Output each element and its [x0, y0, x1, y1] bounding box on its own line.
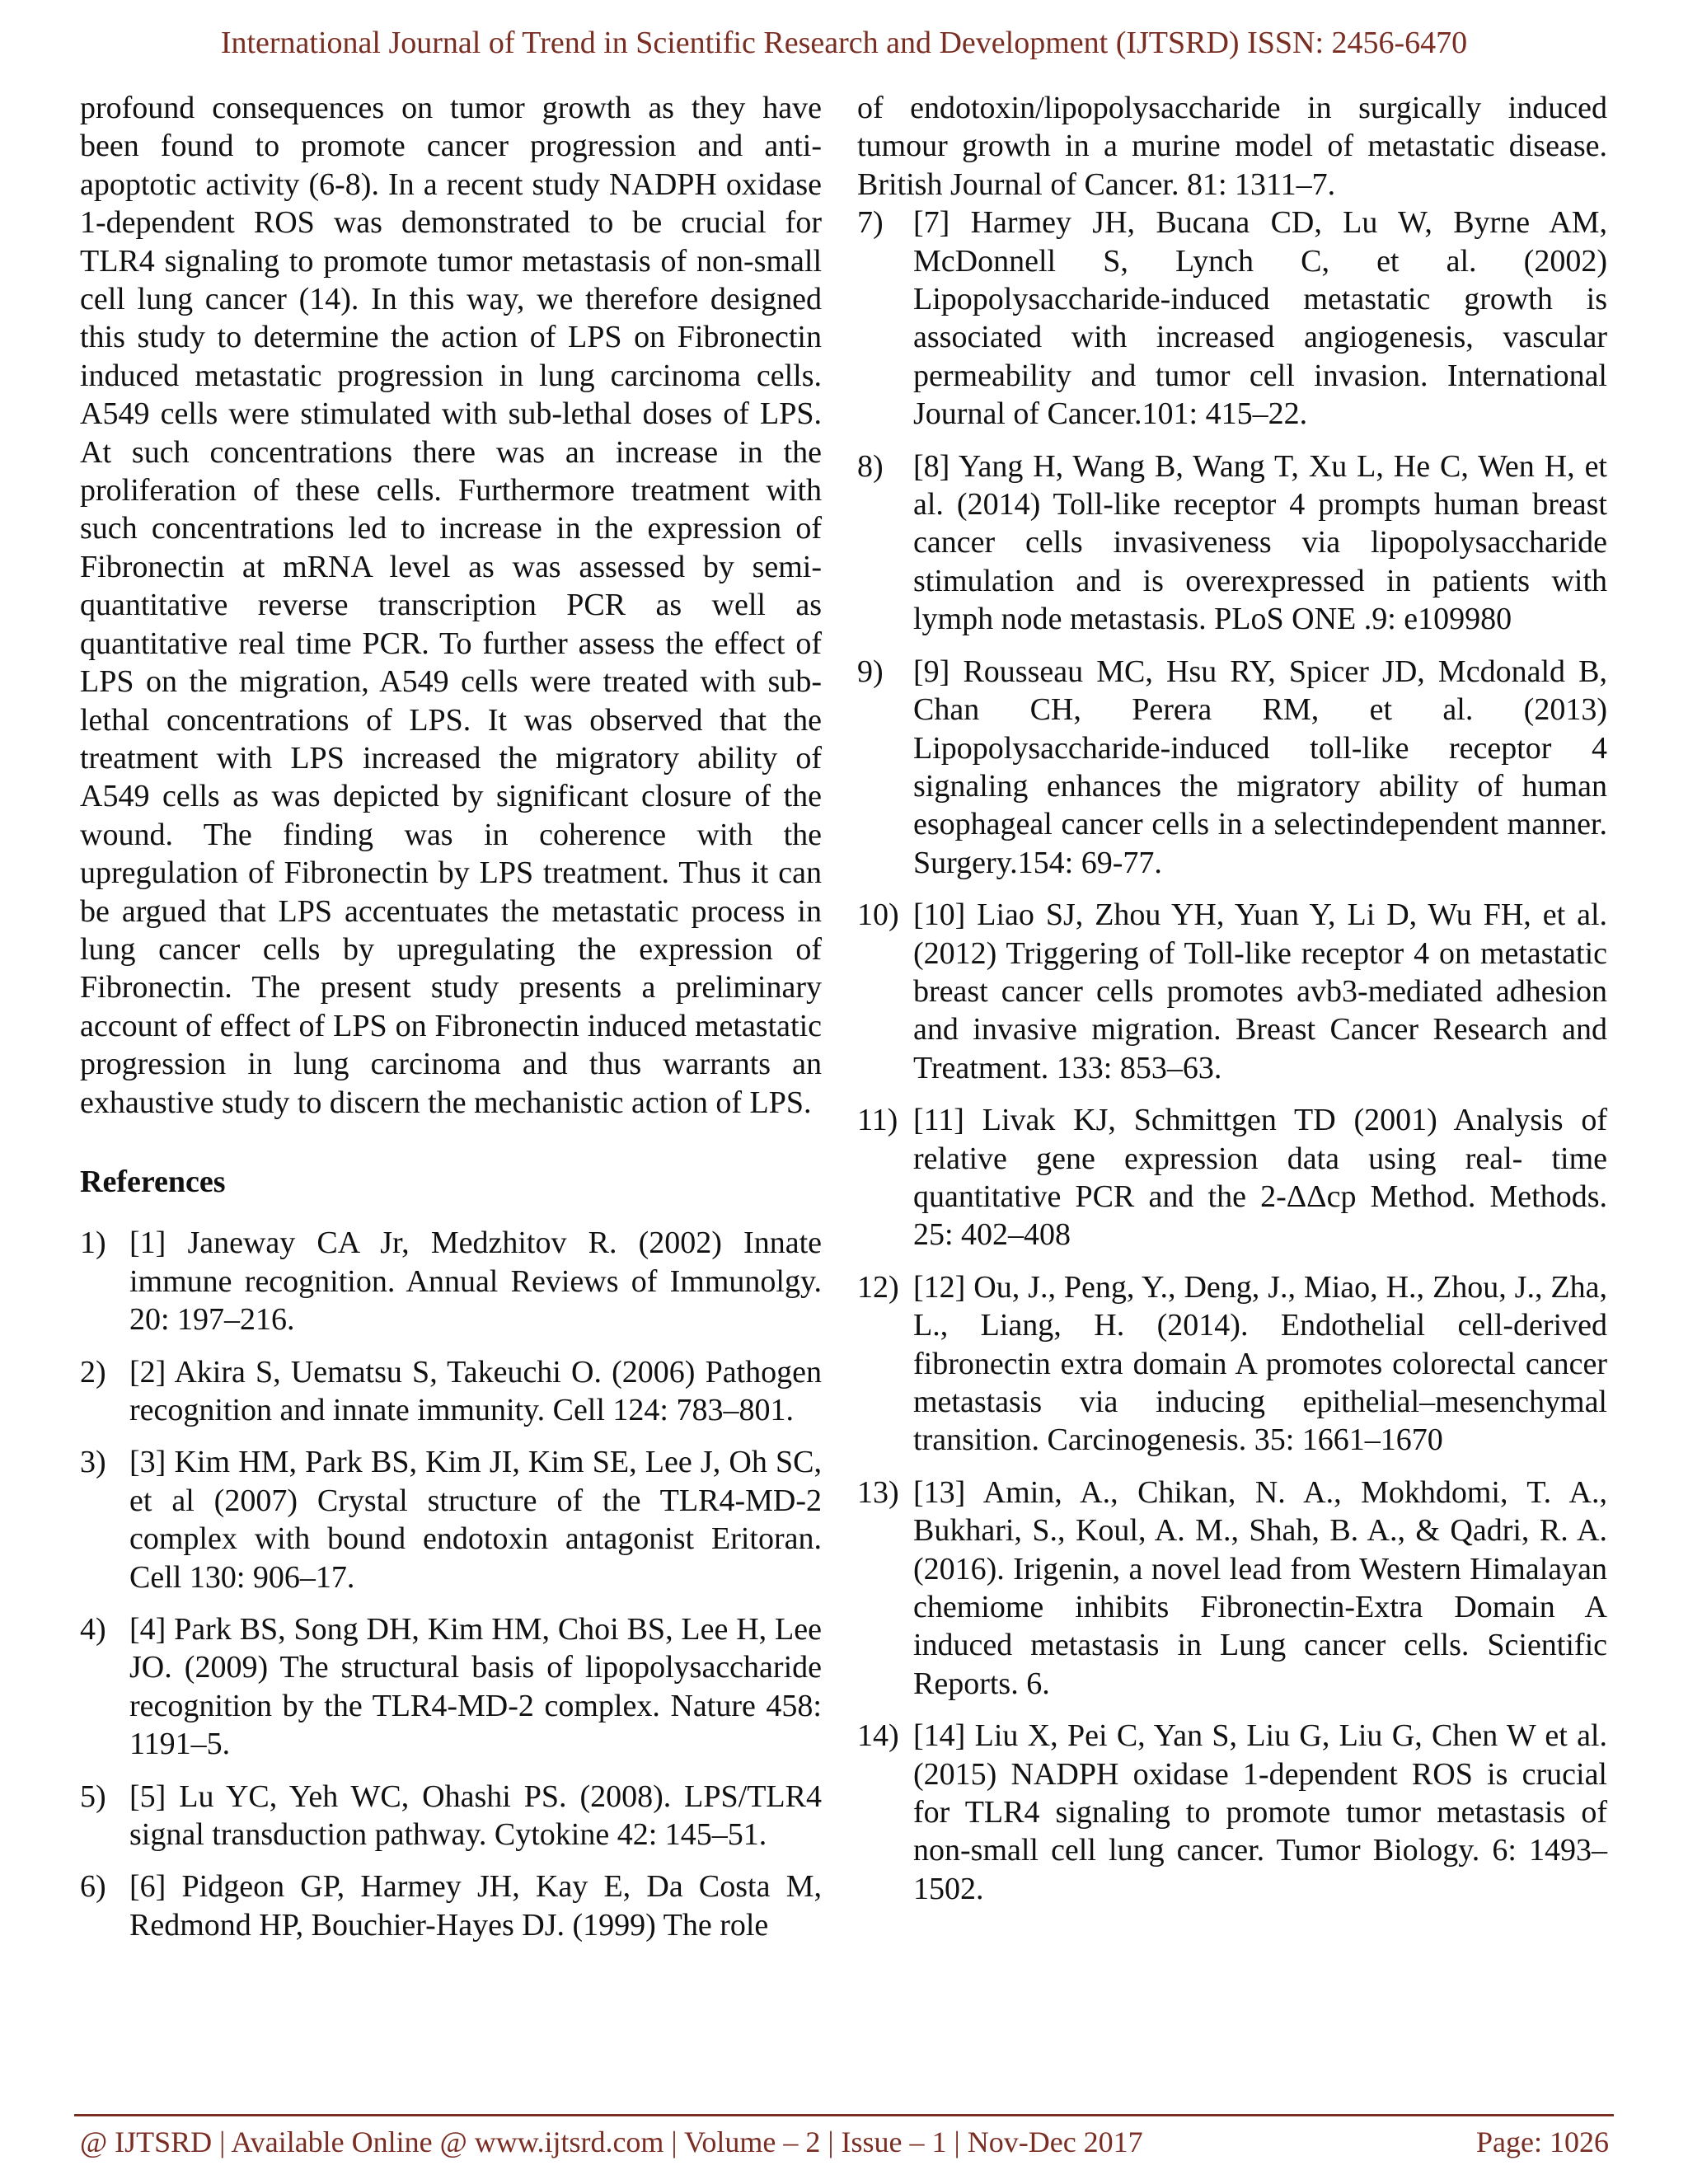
reference-item — [857, 448, 1607, 639]
left-column — [80, 89, 822, 1958]
reference-item — [80, 1353, 822, 1430]
reference-text: [7] Harmey JH, Bucana CD, Lu W, Byrne AM, McDonnell S, Lynch C, et al. (2002) Lipopolysaccharide-induced metastatic growth is associated with increased angiogenesis, vascular permeability and tumor cell invasion. International Journal of Cancer.101: 415–22. — [913, 205, 1607, 432]
reference-text: [6] Pidgeon GP, Harmey JH, Kay E, Da Costa M, Redmond HP, Bouchier-Hayes DJ. (1999) The role — [129, 1869, 822, 1943]
reference-item — [80, 1778, 822, 1854]
reference-number: 3) — [80, 1445, 106, 1480]
reference-number: 10) — [857, 898, 899, 933]
reference-item — [857, 653, 1607, 882]
reference-text: [8] Yang H, Wang B, Wang T, Xu L, He C, Wen H, et al. (2014) Toll-like receptor 4 prompts human breast cancer cells invasiveness via lipopolysaccharide stimulation and is overexpressed in patients with lymph node metastasis. PLoS ONE .9: e109980 — [913, 448, 1607, 637]
reference-number: 1) — [80, 1226, 106, 1261]
reference-text: [3] Kim HM, Park BS, Kim JI, Kim SE, Lee J, Oh SC, et al (2007) Crystal structure of the TLR4-MD-2 complex with bound endotoxin antagonist Eritoran. Cell 130: 906–17. — [129, 1445, 822, 1595]
reference-text: [13] Amin, A., Chikan, N. A., Mokhdomi, T. A., Bukhari, S., Koul, A. M., Shah, B. A., & Qadri, R. A. (2016). Irigenin, a novel lead from Western Himalayan chemiome inhibits Fibronectin-Extra Domain A induced metastasis in Lung cancer cells. Scientific Reports. 6. — [913, 1474, 1607, 1701]
references-heading: References — [80, 1164, 226, 1199]
reference-text: [2] Akira S, Uematsu S, Takeuchi O. (2006) Pathogen recognition and innate immunity. Cell 124: 783–801. — [129, 1354, 822, 1427]
reference-item — [857, 1717, 1607, 1908]
reference-number: 4) — [80, 1612, 106, 1647]
page-number: Page: 1026 — [1476, 2125, 1609, 2158]
reference-number: 6) — [80, 1869, 106, 1905]
reference-text: [5] Lu YC, Yeh WC, Ohashi PS. (2008). LPS/TLR4 signal transduction pathway. Cytokine 42: 145–51. — [129, 1779, 822, 1853]
reference-item — [857, 1474, 1607, 1703]
reference-number: 9) — [857, 654, 884, 689]
reference-number: 12) — [857, 1269, 899, 1305]
reference-text: [10] Liao SJ, Zhou YH, Yuan Y, Li D, Wu FH, et al. (2012) Triggering of Toll-like receptor 4 on metastatic breast cancer cells promotes avb3-mediated adhesion and invasive migration. Breast Cancer Research and Treatment. 133: 853–63. — [913, 898, 1607, 1085]
reference-item — [80, 1224, 822, 1338]
reference-list-right — [857, 204, 1607, 1908]
reference-text: [1] Janeway CA Jr, Medzhitov R. (2002) Innate immune recognition. Annual Reviews of Immunolgy. 20: 197–216. — [129, 1226, 822, 1338]
reference-item — [80, 1868, 822, 1944]
reference-text: [11] Livak KJ, Schmittgen TD (2001) Analysis of relative gene expression data using real- time quantitative PCR and the 2-ΔΔcp Method. Methods. 25: 402–408 — [913, 1103, 1607, 1253]
reference-item — [857, 204, 1607, 433]
reference-item — [857, 1101, 1607, 1254]
reference-number: 8) — [857, 448, 884, 484]
body-paragraph: profound consequences on tumor growth as they have been found to promote cancer progression and anti-apoptotic activity (6-8). In a recent study NADPH oxidase 1-dependent ROS was demonstrated to be crucial for TLR4 signaling to promote tumor metastasis of non-small cell lung cancer (14). In this way, we therefore designed this study to determine the action of LPS on Fibronectin induced metastatic progression in lung carcinoma cells. A549 cells were stimulated with sub-lethal doses of LPS. At such concentrations there was an increase in the proliferation of these cells. Furthermore treatment with such concentrations led to increase in the expression of Fibronectin at mRNA level as was assessed by semi-quantitative reverse transcription PCR as well as quantitative real time PCR. To further assess the effect of LPS on the migration, A549 cells were treated with sub-lethal concentrations of LPS. It was observed that the treatment with LPS increased the migratory ability of A549 cells as was depicted by significant closure of the wound. The finding was in coherence with the upregulation of Fibronectin by LPS treatment. Thus it can be argued that LPS accentuates the metastatic process in lung cancer cells by upregulating the expression of Fibronectin. The present study presents a preliminary account of effect of LPS on Fibronectin induced metastatic progression in lung carcinoma and thus warrants an exhaustive study to discern the mechanistic action of LPS. — [80, 91, 822, 1120]
reference-item — [80, 1443, 822, 1596]
reference-text: [4] Park BS, Song DH, Kim HM, Choi BS, Lee H, Lee JO. (2009) The structural basis of lipopolysaccharide recognition by the TLR4-MD-2 complex. Nature 458: 1191–5. — [129, 1612, 822, 1762]
reference-text: [9] Rousseau MC, Hsu RY, Spicer JD, Mcdonald B, Chan CH, Perera RM, et al. (2013) Lipopolysaccharide-induced toll-like receptor 4 signaling enhances the migratory ability of human esophageal cancer cells in a selectindependent manner. Surgery.154: 69-77. — [913, 654, 1607, 880]
footer-info: @ IJTSRD | Available Online @ www.ijtsrd.com | Volume – 2 | Issue – 1 | Nov-Dec 2017 — [80, 2125, 1143, 2158]
reference-text: [12] Ou, J., Peng, Y., Deng, J., Miao, H., Zhou, J., Zha, L., Liang, H. (2014). Endothelial cell-derived fibronectin extra domain A promotes colorectal cancer metastasis via inducing epithelial–mesenchymal transition. Carcinogenesis. 35: 1661–1670 — [913, 1269, 1607, 1458]
reference-number: 11) — [857, 1103, 898, 1138]
journal-header: International Journal of Trend in Scientific Research and Development (IJTSRD) ISSN: 2456-6470 — [220, 26, 1468, 60]
page-footer — [80, 2121, 1609, 2163]
reference-text: [14] Liu X, Pei C, Yan S, Liu G, Liu G, Chen W et al. (2015) NADPH oxidase 1-dependent ROS is crucial for TLR4 signaling to promote tumor metastasis of non-small cell lung cancer. Tumor Biology. 6: 1493–1502. — [913, 1718, 1607, 1906]
reference-number: 5) — [80, 1779, 106, 1814]
reference-number: 2) — [80, 1354, 106, 1390]
right-column — [857, 89, 1607, 1922]
reference-item — [80, 1610, 822, 1764]
reference-item — [857, 1268, 1607, 1460]
reference-number: 14) — [857, 1718, 899, 1754]
reference-list-left — [80, 1224, 822, 1944]
reference-continuation: of endotoxin/lipopolysaccharide in surgically induced tumour growth in a murine model of metastatic disease. British Journal of Cancer. 81: 1311–7. — [857, 91, 1607, 202]
reference-item — [857, 896, 1607, 1087]
footer-divider — [74, 2114, 1614, 2116]
reference-number: 7) — [857, 205, 884, 241]
reference-number: 13) — [857, 1474, 899, 1510]
